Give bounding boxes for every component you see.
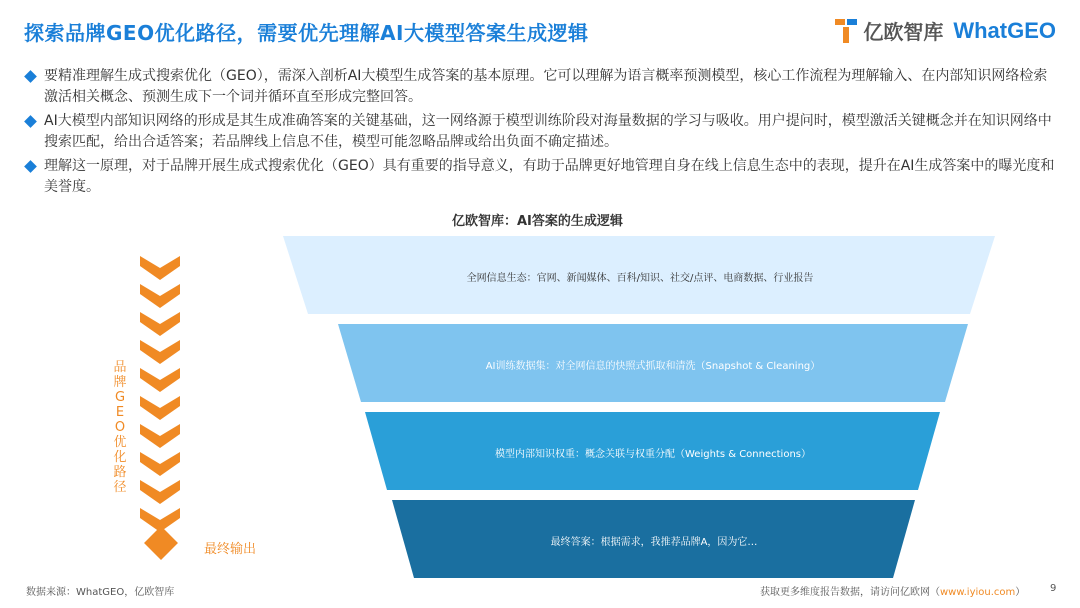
bullet-text: 要精准理解生成式搜索优化（GEO），需深入剖析AI大模型生成答案的基本原理。它可以理解为语言概率预测模型，核心工作流程为理解输入、在内部知识网络检索激活相关概念、预测生成下一个词并循环直至形成完整回答。 xyxy=(44,68,1048,105)
funnel-layer-4-label: 最终答案：根据需求，我推荐品牌A，因为它… xyxy=(550,537,758,548)
funnel-layer-3-label: 模型内部知识权重：概念关联与权重分配（Weights & Connections） xyxy=(495,449,811,460)
chevron-down-icon xyxy=(140,340,180,364)
side-label: 品 牌 G E O 优 化 路 径 xyxy=(113,360,127,495)
chevron-down-icon xyxy=(140,396,180,420)
chevron-down-icon xyxy=(140,480,180,504)
chevron-down-icon xyxy=(140,452,180,476)
funnel-layer-1-label: 全网信息生态：官网、新闻媒体、百科/知识、社交/点评、电商数据、行业报告 xyxy=(466,273,814,284)
diagram-title: 亿欧智库：AI答案的生成逻辑 xyxy=(452,214,623,229)
chevron-down-icon xyxy=(140,424,180,448)
chevron-down-icon xyxy=(140,284,180,308)
footer-link-note xyxy=(760,583,1025,598)
bullet-text: AI大模型内部知识网络的形成是其生成准确答案的关键基础，这一网络源于模型训练阶段对海量数据的学习与吸收。用户提问时，模型激活关键概念并在知识网络中搜索匹配，给出合适答案；若品牌线上信息不佳，模型可能忽略品牌或给出负面不确定描述。 xyxy=(44,113,1052,150)
source-note: 数据来源：WhatGEO，亿欧智库 xyxy=(26,587,175,598)
footer-prefix: 获取更多维度报告数据，请访问亿欧网（ xyxy=(760,587,940,598)
footer-site-link[interactable]: www.iyiou.com xyxy=(940,587,1016,598)
chevron-down-icon xyxy=(140,312,180,336)
page-number: 9 xyxy=(1050,583,1057,594)
logo-text: 亿欧智库 xyxy=(863,20,944,44)
chevron-down-icon xyxy=(140,368,180,392)
brand-logo-text: WhatGEO xyxy=(953,17,1056,43)
bullet-text: 理解这一原理，对于品牌开展生成式搜索优化（GEO）具有重要的指导意义，有助于品牌更好地管理自身在线上信息生态中的表现，提升在AI生成答案中的曝光度和美誉度。 xyxy=(44,158,1055,195)
optimization-path-arrow xyxy=(140,256,184,536)
output-label: 最终输出 xyxy=(204,542,257,557)
footer-suffix: ） xyxy=(1015,587,1026,598)
funnel-layer-2-label: AI训练数据集：对全网信息的快照式抓取和清洗（Snapshot & Cleaning） xyxy=(485,361,821,372)
page-title: 探索品牌GEO优化路径，需要优先理解AI大模型答案生成逻辑 xyxy=(24,21,589,45)
chevron-down-icon xyxy=(140,256,180,280)
